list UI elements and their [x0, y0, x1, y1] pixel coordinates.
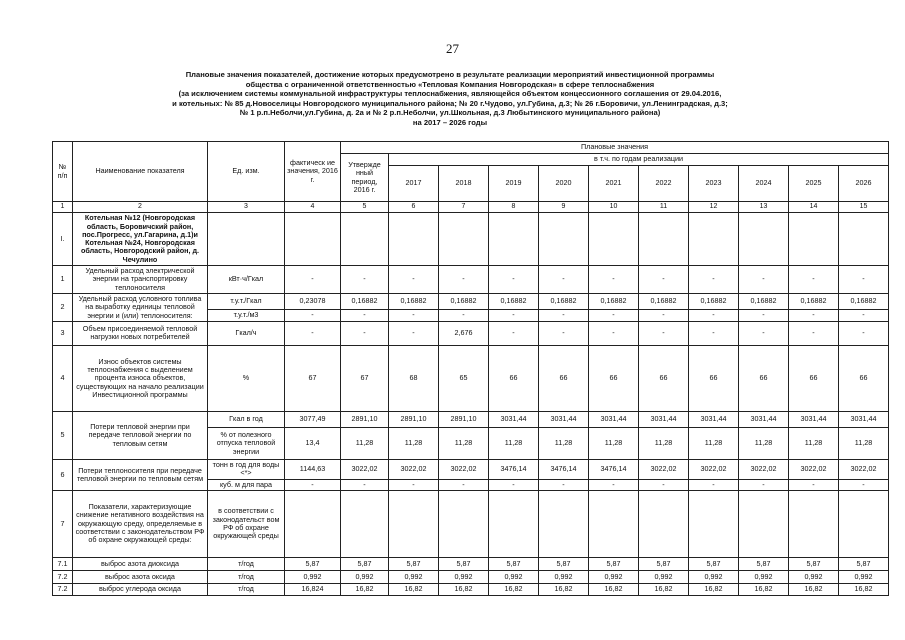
value-cell: 0,16882 [389, 293, 439, 309]
row-unit: т.у.т./Гкал [208, 293, 285, 309]
value-cell: 3031,44 [489, 411, 539, 427]
row-unit: т.у.т./м3 [208, 309, 285, 321]
value-cell: 3077,49 [285, 411, 341, 427]
column-number: 14 [789, 202, 839, 213]
value-cell: - [739, 321, 789, 345]
column-number: 12 [689, 202, 739, 213]
section-empty-cell [389, 213, 439, 266]
row-name: Показатели, характеризующие снижение негативного воздействия на окружающую среду, определяемые в соответствии с законодательством РФ об охране окружающей среды: [73, 490, 208, 557]
value-cell: 16,82 [389, 583, 439, 595]
value-cell: 0,16882 [589, 293, 639, 309]
value-cell [539, 490, 589, 557]
value-cell: - [341, 266, 389, 294]
value-cell: 11,28 [341, 427, 389, 459]
row-num: 3 [53, 321, 73, 345]
value-cell: 16,82 [839, 583, 889, 595]
value-cell: - [539, 479, 589, 490]
header-year: 2025 [789, 166, 839, 202]
row-num: 7 [53, 490, 73, 557]
section-empty-cell [285, 213, 341, 266]
column-number: 7 [439, 202, 489, 213]
header-by-years: в т.ч. по годам реализации [389, 154, 889, 166]
value-cell [739, 490, 789, 557]
row-unit: т/год [208, 583, 285, 595]
value-cell: 0,992 [539, 570, 589, 583]
value-cell: 0,992 [789, 570, 839, 583]
value-cell: 3476,14 [489, 459, 539, 479]
value-cell: 16,82 [439, 583, 489, 595]
table-row [53, 321, 889, 345]
table-row [53, 459, 889, 479]
table-row [53, 411, 889, 427]
value-cell: - [589, 479, 639, 490]
section-empty-cell [639, 213, 689, 266]
section-empty-cell [489, 213, 539, 266]
column-number: 3 [208, 202, 285, 213]
value-cell: 3031,44 [539, 411, 589, 427]
value-cell: 0,992 [389, 570, 439, 583]
section-empty-cell [589, 213, 639, 266]
value-cell: 11,28 [739, 427, 789, 459]
value-cell: 0,16882 [439, 293, 489, 309]
section-name: Котельная №12 (Новгородская область, Боровичский район, пос.Прогресс, ул.Гагарина, д.1)и Котельная №24, Новгородская область, Новгородский район, д. Чечулино [73, 213, 208, 266]
value-cell: 5,87 [285, 557, 341, 570]
section-empty-cell [689, 213, 739, 266]
value-cell: 11,28 [689, 427, 739, 459]
value-cell: - [639, 309, 689, 321]
row-unit: % от полезного отпуска тепловой энергии [208, 427, 285, 459]
value-cell: 0,992 [639, 570, 689, 583]
value-cell: 5,87 [389, 557, 439, 570]
value-cell: 11,28 [489, 427, 539, 459]
value-cell: 13,4 [285, 427, 341, 459]
row-name: выброс азота диоксида [73, 557, 208, 570]
value-cell: 3031,44 [789, 411, 839, 427]
value-cell: - [739, 266, 789, 294]
value-cell: - [285, 266, 341, 294]
section-empty-cell [208, 213, 285, 266]
value-cell: - [839, 479, 889, 490]
value-cell: - [689, 266, 739, 294]
value-cell: 66 [589, 345, 639, 411]
value-cell: - [589, 266, 639, 294]
value-cell: 5,87 [589, 557, 639, 570]
value-cell: 11,28 [789, 427, 839, 459]
value-cell [689, 490, 739, 557]
value-cell: - [489, 266, 539, 294]
section-empty-cell [739, 213, 789, 266]
value-cell: - [539, 321, 589, 345]
value-cell: 66 [789, 345, 839, 411]
row-name: выброс углерода оксида [73, 583, 208, 595]
header-year: 2023 [689, 166, 739, 202]
value-cell: - [689, 309, 739, 321]
header-year: 2022 [639, 166, 689, 202]
table-row [53, 490, 889, 557]
value-cell: - [789, 266, 839, 294]
value-cell: 3031,44 [639, 411, 689, 427]
value-cell: - [639, 321, 689, 345]
value-cell: 3476,14 [539, 459, 589, 479]
value-cell: - [489, 321, 539, 345]
value-cell: 66 [839, 345, 889, 411]
header-name: Наименование показателя [73, 142, 208, 202]
value-cell: - [341, 309, 389, 321]
value-cell: - [739, 309, 789, 321]
heading-line: на 2017 – 2026 годы [412, 117, 488, 127]
value-cell: 16,82 [589, 583, 639, 595]
row-unit: в соответствии с законодательст вом РФ об охране окружающей среды [208, 490, 285, 557]
value-cell: - [389, 479, 439, 490]
value-cell: - [439, 309, 489, 321]
value-cell: 0,16882 [489, 293, 539, 309]
value-cell: - [341, 321, 389, 345]
section-empty-cell [439, 213, 489, 266]
value-cell: - [839, 321, 889, 345]
value-cell: 11,28 [389, 427, 439, 459]
value-cell: - [539, 309, 589, 321]
value-cell: 65 [439, 345, 489, 411]
row-name: Объем присоединяемой тепловой нагрузки новых потребителей [73, 321, 208, 345]
row-name: Удельный расход электрической энергии на транспортировку теплоносителя [73, 266, 208, 294]
column-number: 11 [639, 202, 689, 213]
header-year: 2019 [489, 166, 539, 202]
value-cell: - [285, 309, 341, 321]
value-cell: 0,992 [839, 570, 889, 583]
row-num: 5 [53, 411, 73, 459]
row-unit: т/год [208, 557, 285, 570]
section-empty-cell [539, 213, 589, 266]
value-cell: 16,82 [489, 583, 539, 595]
value-cell: - [389, 266, 439, 294]
value-cell: 0,16882 [839, 293, 889, 309]
value-cell: 0,23078 [285, 293, 341, 309]
value-cell: 3476,14 [589, 459, 639, 479]
value-cell: - [439, 266, 489, 294]
header-year: 2021 [589, 166, 639, 202]
value-cell: 66 [539, 345, 589, 411]
value-cell: 16,82 [539, 583, 589, 595]
header-num: № п/п [53, 142, 73, 202]
value-cell: 3031,44 [739, 411, 789, 427]
header-approved: Утвержде нный период, 2016 г. [341, 154, 389, 202]
value-cell: 0,992 [589, 570, 639, 583]
value-cell: - [389, 309, 439, 321]
value-cell: 5,87 [789, 557, 839, 570]
heading-line: (за исключением системы коммунальной инфраструктуры теплоснабжения, являющейся объектом концессионного соглашения от 29.04.2016, [178, 89, 722, 99]
header-year: 2024 [739, 166, 789, 202]
section-empty-cell [341, 213, 389, 266]
value-cell: 5,87 [839, 557, 889, 570]
heading-line: общества с ограниченной ответственностью «Тепловая Компания Новгородская» в сфере теплоснабжения [245, 79, 655, 89]
header-year: 2026 [839, 166, 889, 202]
value-cell: 66 [639, 345, 689, 411]
value-cell: 16,82 [739, 583, 789, 595]
row-num: 4 [53, 345, 73, 411]
value-cell: 3022,02 [439, 459, 489, 479]
table-row [53, 293, 889, 309]
value-cell: - [589, 309, 639, 321]
row-unit: кВт·ч/Гкал [208, 266, 285, 294]
value-cell: 5,87 [341, 557, 389, 570]
section-row [53, 213, 889, 266]
row-unit: куб. м для пара [208, 479, 285, 490]
value-cell: 3031,44 [689, 411, 739, 427]
value-cell: 5,87 [489, 557, 539, 570]
value-cell: - [789, 321, 839, 345]
value-cell: 66 [739, 345, 789, 411]
section-num: I. [53, 213, 73, 266]
value-cell: 3022,02 [739, 459, 789, 479]
header-fact: фактическ ие значения, 2016 г. [285, 142, 341, 202]
column-number: 2 [73, 202, 208, 213]
value-cell: - [439, 479, 489, 490]
header-year: 2017 [389, 166, 439, 202]
value-cell: 66 [689, 345, 739, 411]
value-cell: 3031,44 [839, 411, 889, 427]
value-cell: 16,82 [789, 583, 839, 595]
value-cell: 3022,02 [689, 459, 739, 479]
row-unit: Гкал/ч [208, 321, 285, 345]
header-unit: Ед. изм. [208, 142, 285, 202]
value-cell [439, 490, 489, 557]
section-empty-cell [789, 213, 839, 266]
row-name: Удельный расход условного топлива на выработку единицы тепловой энергии и (или) теплоносителя: [73, 293, 208, 321]
value-cell: - [489, 309, 539, 321]
table-row [53, 570, 889, 583]
column-number: 6 [389, 202, 439, 213]
column-number: 9 [539, 202, 589, 213]
header-year: 2020 [539, 166, 589, 202]
value-cell: 0,992 [739, 570, 789, 583]
value-cell: 0,992 [439, 570, 489, 583]
value-cell [389, 490, 439, 557]
row-unit: % [208, 345, 285, 411]
section-empty-cell [839, 213, 889, 266]
value-cell [341, 490, 389, 557]
heading-line: Плановые значения показателей, достижение которых предусмотрено в результате реализации мероприятий инвестиционной программы [185, 70, 715, 79]
value-cell: 5,87 [739, 557, 789, 570]
value-cell: 3022,02 [341, 459, 389, 479]
value-cell: 0,16882 [539, 293, 589, 309]
table-row [53, 266, 889, 294]
value-cell: 67 [341, 345, 389, 411]
value-cell: - [689, 479, 739, 490]
value-cell [789, 490, 839, 557]
value-cell: 3031,44 [589, 411, 639, 427]
value-cell: - [489, 479, 539, 490]
value-cell: - [639, 266, 689, 294]
column-number: 5 [341, 202, 389, 213]
value-cell: 2,676 [439, 321, 489, 345]
column-number: 10 [589, 202, 639, 213]
value-cell: 0,16882 [689, 293, 739, 309]
value-cell [839, 490, 889, 557]
value-cell: - [285, 479, 341, 490]
value-cell: 0,16882 [789, 293, 839, 309]
table-row [53, 583, 889, 595]
value-cell: 5,87 [639, 557, 689, 570]
value-cell: 16,82 [341, 583, 389, 595]
value-cell: 3022,02 [789, 459, 839, 479]
value-cell: 2891,10 [439, 411, 489, 427]
row-name: выброс азота оксида [73, 570, 208, 583]
column-numbers-row [53, 202, 889, 213]
value-cell: 16,82 [639, 583, 689, 595]
value-cell [285, 490, 341, 557]
row-unit: тонн в год для воды <*> [208, 459, 285, 479]
column-number: 1 [53, 202, 73, 213]
value-cell: 0,16882 [639, 293, 689, 309]
row-num: 7.2 [53, 583, 73, 595]
value-cell: - [789, 479, 839, 490]
row-unit: т/год [208, 570, 285, 583]
value-cell: 3022,02 [389, 459, 439, 479]
value-cell: - [539, 266, 589, 294]
header-row [53, 142, 889, 154]
value-cell: 2891,10 [341, 411, 389, 427]
value-cell: 16,824 [285, 583, 341, 595]
row-name: Потери теплоносителя при передаче тепловой энергии по тепловым сетям [73, 459, 208, 490]
document-heading [100, 70, 800, 128]
value-cell: 11,28 [839, 427, 889, 459]
value-cell: - [285, 321, 341, 345]
value-cell: - [389, 321, 439, 345]
table-row [53, 557, 889, 570]
value-cell: 0,992 [341, 570, 389, 583]
value-cell: 11,28 [439, 427, 489, 459]
column-number: 4 [285, 202, 341, 213]
row-unit: Гкал в год [208, 411, 285, 427]
value-cell: 68 [389, 345, 439, 411]
row-num: 2 [53, 293, 73, 321]
value-cell: - [789, 309, 839, 321]
heading-line: № 1 р.п.Неболчи,ул.Губина, д. 2а и № 2 р.п.Неболчи, ул.Школьная, д.3 Любытинского муниципального района) [239, 108, 661, 118]
value-cell: 5,87 [689, 557, 739, 570]
value-cell: 11,28 [539, 427, 589, 459]
value-cell: 5,87 [439, 557, 489, 570]
value-cell: 3022,02 [639, 459, 689, 479]
value-cell: - [589, 321, 639, 345]
column-number: 8 [489, 202, 539, 213]
value-cell: 0,992 [689, 570, 739, 583]
value-cell: - [839, 266, 889, 294]
value-cell: 1144,63 [285, 459, 341, 479]
column-number: 15 [839, 202, 889, 213]
value-cell: 11,28 [639, 427, 689, 459]
value-cell: - [341, 479, 389, 490]
row-num: 6 [53, 459, 73, 490]
value-cell: - [689, 321, 739, 345]
value-cell: 67 [285, 345, 341, 411]
value-cell: 3022,02 [839, 459, 889, 479]
header-planned: Плановые значения [341, 142, 889, 154]
value-cell: - [739, 479, 789, 490]
value-cell [639, 490, 689, 557]
value-cell: 0,16882 [739, 293, 789, 309]
indicators-table [52, 141, 889, 596]
page-number: 27 [446, 41, 459, 56]
heading-line: и котельных: № 85 д.Новоселицы Новгородского муниципального района; № 20 г.Чудово, ул.Губина, д.3; № 26 г.Боровичи, ул.Ленинградская, д.3; [172, 98, 728, 108]
value-cell: 2891,10 [389, 411, 439, 427]
column-number: 13 [739, 202, 789, 213]
row-name: Потери тепловой энергии при передаче тепловой энергии по тепловым сетям [73, 411, 208, 459]
row-num: 1 [53, 266, 73, 294]
value-cell: 16,82 [689, 583, 739, 595]
value-cell: 5,87 [539, 557, 589, 570]
value-cell: - [639, 479, 689, 490]
value-cell: 66 [489, 345, 539, 411]
value-cell: 11,28 [589, 427, 639, 459]
row-num: 7.2 [53, 570, 73, 583]
value-cell [589, 490, 639, 557]
value-cell: 0,16882 [341, 293, 389, 309]
value-cell: - [839, 309, 889, 321]
header-year: 2018 [439, 166, 489, 202]
value-cell [489, 490, 539, 557]
value-cell: 0,992 [489, 570, 539, 583]
row-name: Износ объектов системы теплоснабжения с выделением процента износа объектов, существующих на начало реализации Инвестиционной программы [73, 345, 208, 411]
value-cell: 0,992 [285, 570, 341, 583]
row-num: 7.1 [53, 557, 73, 570]
table-row [53, 345, 889, 411]
